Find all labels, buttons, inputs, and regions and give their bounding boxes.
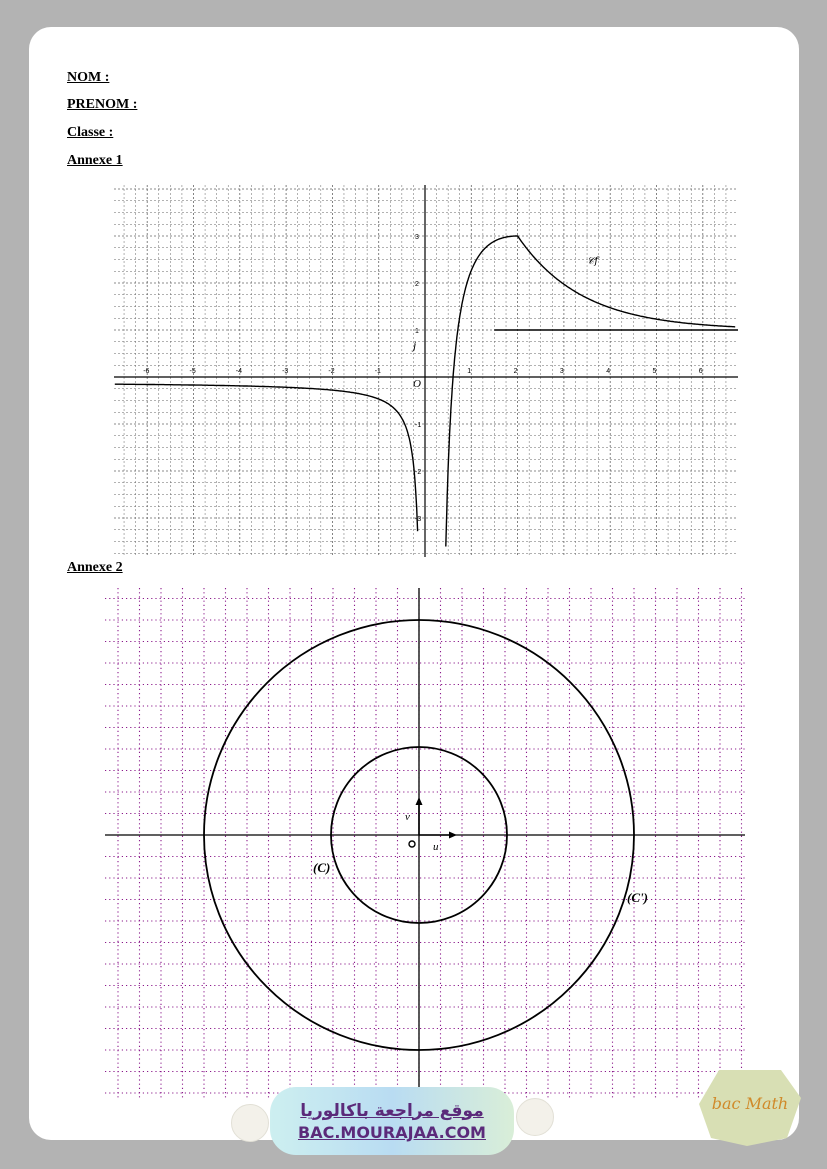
site-banner[interactable] (270, 1087, 514, 1155)
curve-right-branch (446, 236, 735, 547)
circle-c-label: (C) (313, 860, 331, 875)
origin-label: O (413, 378, 421, 390)
site-url-link[interactable]: BAC.MOURAJAA.COM (298, 1122, 486, 1142)
x-tick-label: 5 (652, 368, 657, 375)
annexe2-graph (105, 588, 745, 1100)
site-logo-left-icon (231, 1104, 269, 1142)
x-tick-label: -5 (189, 368, 196, 375)
y-tick-label: 3 (415, 234, 419, 241)
x-tick-label: 1 (467, 368, 472, 375)
y-tick-label: -3 (415, 516, 422, 523)
graph1-grid (114, 185, 738, 557)
site-name-arabic: موقع مراجعة باكالوريا (300, 1100, 484, 1121)
curve-label: 𝒞f (587, 256, 599, 268)
x-tick-label: -1 (374, 368, 381, 375)
x-tick-label: -2 (328, 368, 335, 375)
x-tick-label: -3 (282, 368, 289, 375)
x-tick-label: 4 (606, 368, 611, 375)
graph1-tick-labels (143, 234, 703, 523)
curve-left-branch (115, 384, 418, 531)
circle-c-prime-label: (C') (627, 890, 648, 905)
graph1-axes (114, 185, 738, 557)
x-tick-label: -6 (143, 368, 150, 375)
origin-point-icon (409, 841, 415, 847)
graph2-grid (105, 588, 745, 1100)
site-logo-right-icon (516, 1098, 554, 1136)
x-tick-label: 3 (559, 368, 564, 375)
annexe1-heading: Annexe 1 (67, 153, 123, 168)
prenom-label: PRENOM : (67, 97, 138, 112)
y-tick-label: -1 (415, 422, 422, 429)
y-tick-label: 2 (415, 281, 419, 288)
annexe1-graph (114, 185, 738, 557)
j-vector-label: j (413, 337, 417, 352)
annexe2-heading: Annexe 2 (67, 560, 123, 575)
classe-label: Classe : (67, 125, 114, 140)
y-tick-label: 1 (415, 328, 419, 335)
bac-math-badge-text: bac Math (711, 1094, 789, 1113)
u-arrow-icon (449, 832, 457, 839)
x-tick-label: 6 (698, 368, 703, 375)
u-label: u (433, 841, 439, 853)
v-arrow-icon (416, 797, 423, 805)
v-label: v (405, 811, 410, 823)
y-tick-label: -2 (415, 469, 422, 476)
nom-label: NOM : (67, 70, 110, 85)
x-tick-label: 2 (513, 368, 518, 375)
x-tick-label: -4 (235, 368, 243, 375)
